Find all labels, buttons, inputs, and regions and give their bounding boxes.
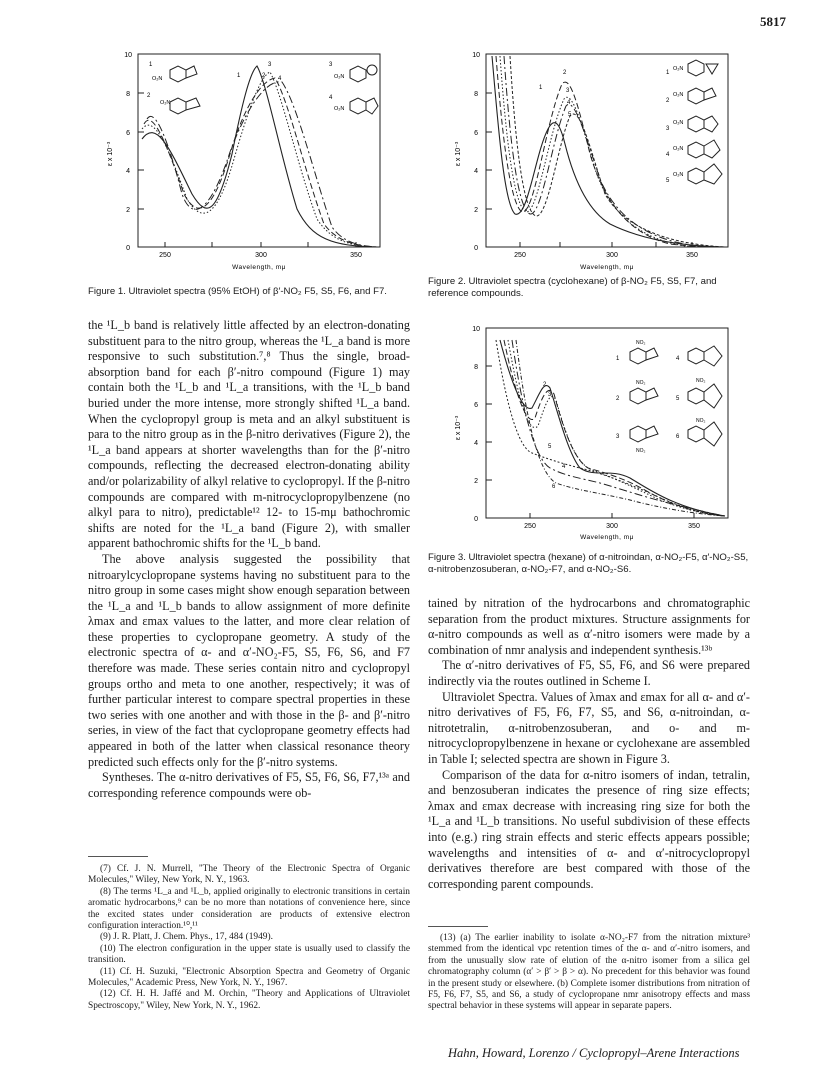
- curve-label: 2: [147, 93, 151, 99]
- curve-label: 5: [666, 178, 670, 184]
- curve-label: 3: [548, 392, 552, 398]
- paragraph: Syntheses. The α-nitro derivatives of F5, S5, F6, S6, F7,¹³ᵃ and corresponding reference compounds were ob-: [88, 770, 410, 800]
- footnote: (11) Cf. H. Suzuki, "Electronic Absorption Spectra and Geometry of Organic Molecules," Academic Press, New York, N. Y., 1967.: [88, 966, 410, 989]
- curve-label: 5: [568, 112, 572, 118]
- footnote-rule: [428, 926, 488, 927]
- curve-label: 3: [329, 62, 333, 68]
- nitro-label: O₂N: [673, 120, 684, 126]
- y-tick-label: 2: [474, 207, 478, 214]
- nitro-label: O₂N: [673, 146, 684, 152]
- y-tick-label: 2: [126, 207, 130, 214]
- left-footnotes: [88, 864, 410, 1012]
- curve-label: 1: [237, 73, 241, 79]
- x-tick-label: 250: [159, 252, 171, 259]
- nitro-label: NO₂: [696, 378, 706, 384]
- structure-drawings: [170, 65, 378, 114]
- x-axis-label: Wavelength, mμ: [580, 264, 634, 271]
- y-axis-label: ε x 10⁻³: [455, 415, 462, 441]
- y-ticks: [486, 328, 694, 518]
- figure-1: [92, 44, 392, 279]
- y-tick-label: 6: [474, 130, 478, 137]
- curve-label: 4: [329, 95, 333, 101]
- structure-drawings: [688, 60, 722, 184]
- nitro-label: O₂N: [673, 172, 684, 178]
- footnote: (13) (a) The earlier inability to isolate α-NO₂-F7 from the nitration mixture³ stemmed from the identical vpc retention times of the α- and α′-nitro isomers, and from the unusually slow rate of elution of the α-nitro isomer from a silica gel chromatography column (α′ > β′ > β > α). No precedent for this behavior was found in the present study or elsewhere. (b) Complete isomer distributions from nitration of F5, F6, F7, S5, and S6, a study of cyclopropane nmr anisotropy effects and mass spectral behavior in these systems will appear in separate papers.: [428, 933, 750, 1012]
- nitro-label: O₂N: [673, 66, 684, 72]
- y-tick-label: 0: [474, 245, 478, 252]
- curve-label: 1: [149, 62, 153, 68]
- curve-label: 4: [666, 152, 670, 158]
- figure-1-plot: [92, 44, 392, 279]
- paragraph: The α′-nitro derivatives of F5, S5, F6, and S6 were prepared indirectly via the routes outlined in Scheme I.: [428, 658, 750, 688]
- curve-label: 3: [616, 434, 620, 440]
- curve-label: 4: [278, 76, 282, 82]
- figure-3-plot: [440, 318, 740, 548]
- paragraph: Comparison of the data for α-nitro isomers of indan, tetralin, and benzosuberan indicates the presence of ring size effects; λmax and εmax decrease with increasing ring size for both the ¹L_a and ¹L_b transitions. No useful subdivision of these effects into (e.g.) ring strain effects and steric effects appears possible; wavelengths and intensities of α- and α′-nitrocyclopropyl derivatives therefore are best compared with those of the corresponding parent compounds.: [428, 767, 750, 891]
- paragraph: the ¹L_b band is relatively little affected by an electron-donating substituent para to the nitro group, whereas the ¹L_a band is more responsive to such substitution.⁷,⁸ Thus the single, broad-absorption band for each β′-nitro compound (Figure 1) may contain both the ¹L_b and ¹L_a transitions, with the ¹L_b band buried under the more intense, more strongly shifted ¹L_a band. When the cyclopropyl group is meta and an alkyl substituent is para to the nitro group as in the β-nitro derivatives (Figure 2), the ¹L_a band appears at shorter wavelengths than for the β′-nitro compounds, reflecting the decreased electron-donating ability and/or polarizability of alkyl relative to cyclopropyl. If the β-nitro compounds are compared with m-nitrocyclopropylbenzene (no alkyl para to nitro), predictable¹² 12- to 15-mμ bathochromic shifts are noted for the ¹L_a band (Figure 2), with smaller apparent bathochromic shifts for the ¹L_b band.: [88, 318, 410, 551]
- paragraph: The above analysis suggested the possibility that nitroarylcyclopropane systems having no substituent para to the nitro group in some cases might show enough separation between the ¹L_a and ¹L_b bands to allow assignment of more definite λmax and εmax values to the latter, and more clear relation of these properties to cyclopropane geometry. A study of the electronic spectra of α- and α′-NO₂-F5, S5, F6, S6, and F7 therefore was made. These series contain nitro and cyclopropyl groups ortho and meta to one another, respectively; it was of further particular interest to compare spectral properties in these two series with one another and with those in the β- and β′-nitro series, in view of the fact that cyclopropane geometry effects had appeared in both of the latter when classical resonance theory predicted such effects only for the β′-nitro systems.: [88, 551, 410, 769]
- right-footnote: [428, 933, 750, 1013]
- footnote: (8) The terms ¹L_a and ¹L_b, applied originally to electronic transitions in certain aromatic hydrocarbons,⁹ can be no more than notations of convenience here, since the excited states under consideration are products of extensive electron configuration interaction.¹⁰,¹¹: [88, 886, 410, 932]
- nitro-label: O₂N: [160, 100, 171, 106]
- paragraph: tained by nitration of the hydrocarbons and chromatographic separation from the product mixtures. Structure assignments for α-nitro compounds as well as α′-nitro isomers were made by a combination of nmr analysis and independent synthesis.¹³ᵇ: [428, 596, 750, 657]
- nitro-label: O₂N: [673, 92, 684, 98]
- x-tick-label: 300: [606, 523, 618, 530]
- curve-5: [496, 340, 725, 516]
- curve-label: 6: [676, 434, 680, 440]
- y-tick-label: 8: [126, 91, 130, 98]
- nitro-label: O₂N: [334, 74, 345, 80]
- figure-3: [440, 318, 740, 548]
- x-tick-label: 300: [255, 252, 267, 259]
- x-tick-label: 250: [514, 252, 526, 259]
- figure-2-caption: Figure 2. Ultraviolet spectra (cyclohexane) of β-NO₂ F5, S5, F7, and reference compounds.: [428, 276, 717, 299]
- curve-2: [144, 78, 377, 247]
- curve-2: [496, 56, 725, 247]
- left-column: [88, 318, 410, 801]
- curve-4: [504, 56, 725, 247]
- y-axis-label: ε x 10⁻³: [455, 141, 462, 167]
- footnote: (12) Cf. H. H. Jaffé and M. Orchin, "Theory and Applications of Ultraviolet Spectroscopy," Wiley, New York, N. Y., 1962.: [88, 989, 410, 1011]
- curve-label: 2: [262, 73, 266, 79]
- plot-frame: [486, 328, 728, 518]
- footnote-rule: [88, 856, 148, 857]
- y-tick-label: 6: [126, 130, 130, 137]
- footnote: (10) The electron configuration in the upper state is usually used to classify the transition.: [88, 943, 410, 966]
- running-footer: Hahn, Howard, Lorenzo / Cyclopropyl–Arene Interactions: [448, 1046, 740, 1060]
- nitro-label: O₂N: [334, 106, 345, 112]
- curve-label: 2: [563, 70, 567, 76]
- y-tick-label: 10: [472, 52, 480, 59]
- footnote: (9) J. R. Platt, J. Chem. Phys., 17, 484 (1949).: [100, 932, 273, 943]
- y-tick-label: 8: [474, 91, 478, 98]
- curve-label: 3: [566, 88, 570, 94]
- curve-label: 2: [543, 382, 547, 388]
- curve-label: 5: [676, 396, 680, 402]
- y-axis-label: ε x 10⁻³: [107, 141, 114, 167]
- x-axis-label: Wavelength, mμ: [580, 534, 634, 541]
- plot-frame: [138, 54, 380, 247]
- nitro-label: NO₂: [636, 380, 646, 386]
- x-axis-label: Wavelength, mμ: [232, 264, 286, 271]
- x-tick-label: 350: [688, 523, 700, 530]
- right-column: [428, 596, 750, 892]
- nitro-label: O₂N: [152, 76, 163, 82]
- y-tick-label: 10: [472, 326, 480, 333]
- y-tick-label: 6: [474, 402, 478, 409]
- x-tick-label: 350: [686, 252, 698, 259]
- curve-label: 4: [676, 356, 680, 362]
- page-number: 5817: [760, 14, 786, 29]
- figure-2-plot: [440, 44, 740, 279]
- footnote: (7) Cf. J. N. Murrell, "The Theory of the Electronic Spectra of Organic Molecules," Wiley, New York, N. Y., 1963.: [88, 864, 410, 886]
- curve-label: 5: [548, 444, 552, 450]
- y-tick-label: 2: [474, 478, 478, 485]
- figure-3-caption: Figure 3. Ultraviolet spectra (hexane) of α-nitroindan, α-NO₂-F5, α′-NO₂-S5, α-nitrobenzosuberan, α-NO₂-F7, and α-NO₂-S6.: [428, 552, 749, 575]
- curve-label: 3: [666, 126, 670, 132]
- curve-label: 6: [552, 484, 556, 490]
- nitro-label: NO₂: [696, 418, 706, 424]
- curve-label: 2: [666, 98, 670, 104]
- y-tick-label: 0: [126, 245, 130, 252]
- curve-label: 1: [616, 356, 620, 362]
- curve-3: [500, 56, 725, 247]
- curve-1: [492, 56, 725, 247]
- x-tick-label: 350: [350, 252, 362, 259]
- plot-frame: [486, 54, 728, 247]
- y-ticks: [138, 54, 356, 247]
- curve-label: 1: [539, 85, 543, 91]
- curve-label: 2: [616, 396, 620, 402]
- paragraph: Ultraviolet Spectra. Values of λmax and εmax for all α- and α′-nitro derivatives of F5, F6, F7, S5, and S6, α-nitroindan, α-nitrotetralin, α-nitrobenzosuberan, and o- and m-nitrocyclopropylbenzene in hexane or cyclohexane are assembled in Table I; selected spectra are shown in Figure 3.: [428, 689, 750, 766]
- y-tick-label: 0: [474, 516, 478, 523]
- curve-label: 1: [666, 70, 670, 76]
- y-tick-label: 4: [474, 440, 478, 447]
- y-tick-label: 4: [474, 168, 478, 175]
- y-tick-label: 4: [126, 168, 130, 175]
- curve-1: [142, 66, 377, 247]
- nitro-label: NO₂: [636, 340, 646, 346]
- y-tick-label: 10: [124, 52, 132, 59]
- figure-1-caption: Figure 1. Ultraviolet spectra (95% EtOH) of β′-NO₂ F5, S5, F6, and F7.: [88, 286, 387, 297]
- curve-label: 4: [567, 100, 571, 106]
- curve-label: 3: [268, 62, 272, 68]
- nitro-label: NO₂: [636, 448, 646, 454]
- x-tick-label: 300: [606, 252, 618, 259]
- x-tick-label: 250: [524, 523, 536, 530]
- y-tick-label: 8: [474, 364, 478, 371]
- figure-2: [440, 44, 740, 279]
- curve-label: 4: [562, 464, 566, 470]
